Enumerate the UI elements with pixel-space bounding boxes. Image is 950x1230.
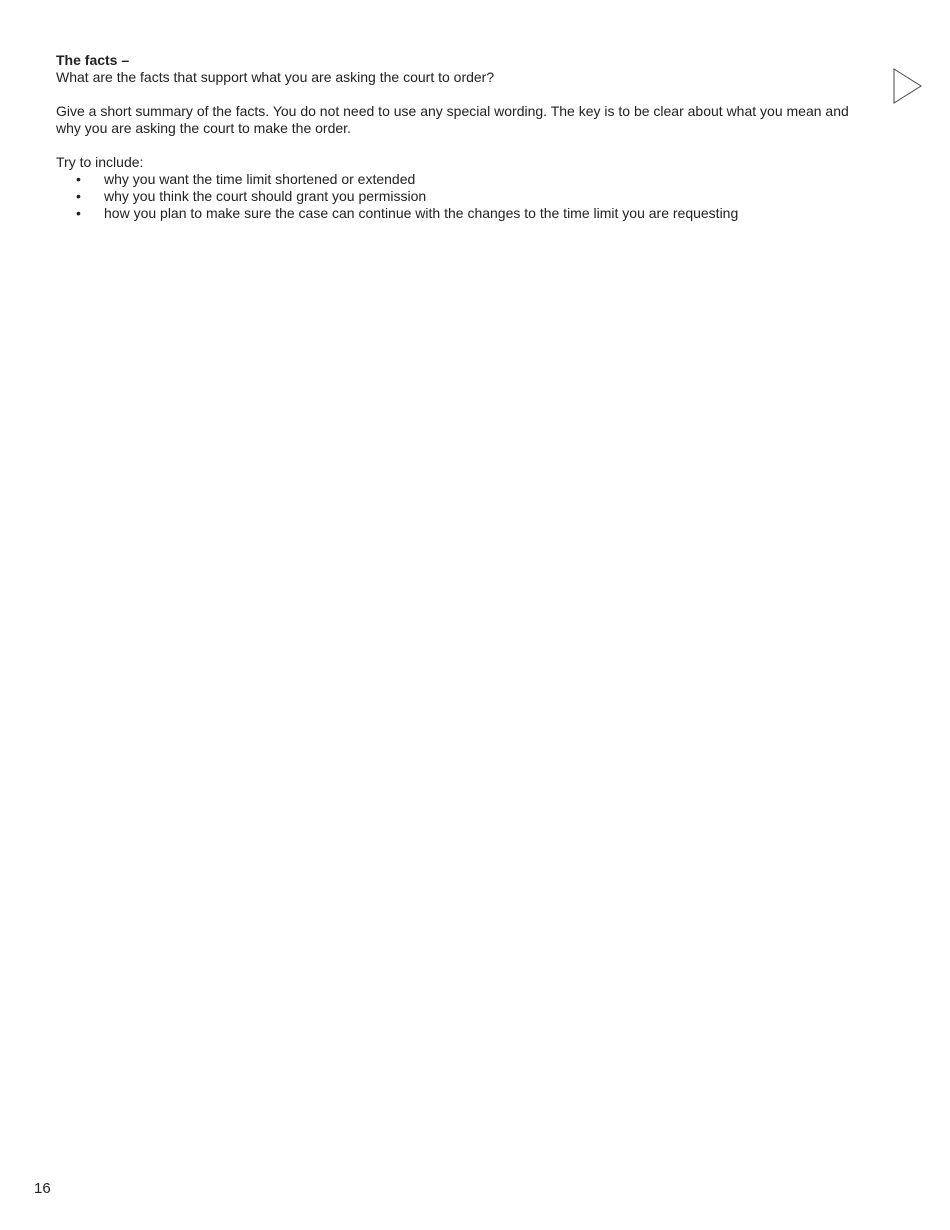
include-intro: Try to include: (56, 154, 144, 170)
include-list (56, 171, 856, 222)
list-item (56, 171, 856, 188)
facts-question: What are the facts that support what you are asking the court to order? (56, 69, 495, 85)
bullet-icon: • (76, 205, 81, 221)
instruction-line-2: why you are asking the court to make the order. (56, 120, 351, 136)
instruction-line-1: Give a short summary of the facts. You do not need to use any special wording. The key is to be clear about what you mean and (56, 103, 849, 119)
list-item-text: why you think the court should grant you permission (104, 188, 427, 204)
list-item (56, 188, 856, 205)
facts-section (56, 52, 856, 222)
list-item-text: why you want the time limit shortened or extended (104, 171, 416, 187)
bullet-icon: • (76, 171, 81, 187)
bullet-icon: • (76, 188, 81, 204)
section-heading: The facts – (56, 52, 130, 68)
next-page-arrow-icon[interactable] (893, 68, 923, 109)
list-item-text: how you plan to make sure the case can continue with the changes to the time limit you are requesting (104, 205, 739, 221)
list-item (56, 205, 856, 222)
page-number: 16 (34, 1180, 51, 1197)
